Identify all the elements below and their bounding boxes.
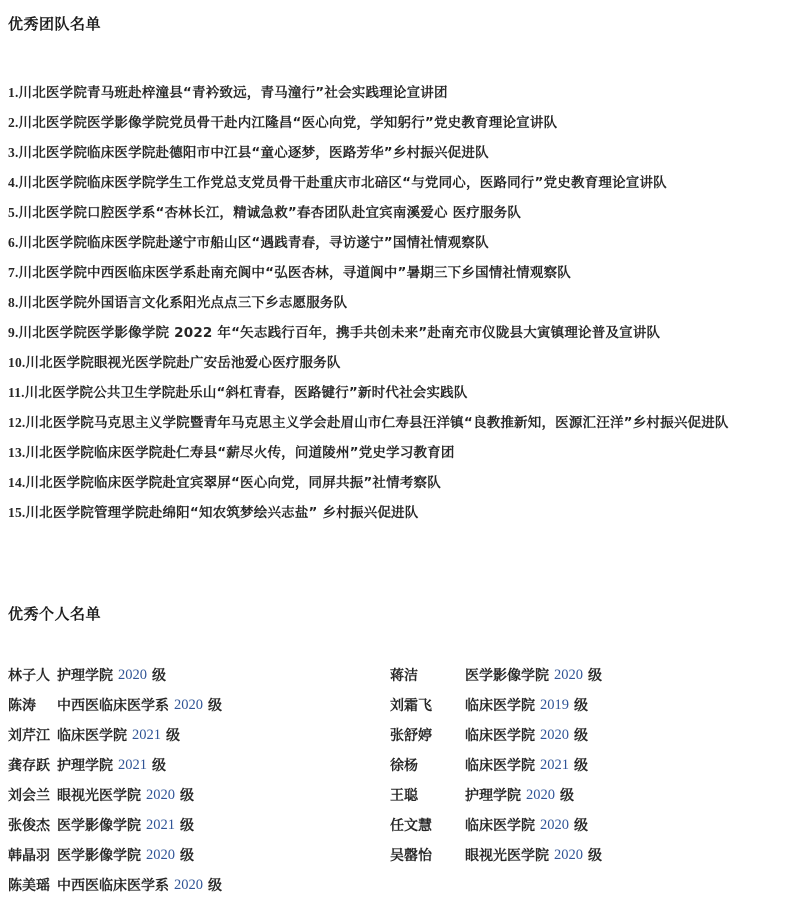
item-number: 7.: [8, 265, 19, 280]
item-number: 13.: [8, 445, 26, 460]
team-list-item: [8, 378, 794, 408]
person-name: 陈涛: [8, 698, 36, 714]
person-row: [8, 810, 390, 840]
person-grade-suffix: 级: [574, 758, 588, 774]
person-grade-suffix: 级: [588, 668, 602, 684]
item-text: 川北医学院马克思主义学院暨青年马克思主义学会赴眉山市仁寿县汪洋镇“良教推新知，医源汇汪洋”乡村振兴促进队: [25, 415, 729, 431]
person-row: [8, 750, 390, 780]
person-college: 临床医学院: [465, 818, 535, 834]
person-college: 眼视光医学院: [57, 788, 141, 804]
person-name: 徐杨: [390, 758, 418, 774]
person-grade-suffix: 级: [152, 758, 166, 774]
item-text: 川北医学院临床医学院赴仁寿县“薪尽火传，问道陵州”党史学习教育团: [25, 445, 455, 461]
item-text: 川北医学院医学影像学院党员骨干赴内江隆昌“医心向党，学知躬行”党史教育理论宣讲队: [18, 115, 558, 131]
person-year: 2020: [554, 666, 583, 683]
team-list-item: [8, 168, 794, 198]
person-year: 2020: [174, 876, 203, 893]
person-college: 临床医学院: [465, 758, 535, 774]
person-college: 医学影像学院: [57, 848, 141, 864]
item-text: 川北医学院青马班赴梓潼县“青衿致远，青马潼行”社会实践理论宣讲团: [18, 85, 448, 101]
person-row: [390, 660, 794, 690]
team-list-item: [8, 78, 794, 108]
item-text: 川北医学院中西医临床医学系赴南充阆中“弘医杏林，寻道阆中”暑期三下乡国情社情观察队: [18, 265, 571, 281]
person-name: 林子人: [8, 668, 50, 684]
person-college: 护理学院: [465, 788, 521, 804]
person-name: 吴罄怡: [390, 848, 432, 864]
person-college: 临床医学院: [465, 698, 535, 714]
person-row: [390, 840, 794, 870]
team-list-item: [8, 198, 794, 228]
person-name: 蒋洁: [390, 668, 418, 684]
person-grade-suffix: 级: [208, 878, 222, 894]
person-college: 中西医临床医学系: [57, 878, 169, 894]
team-list-item: [8, 258, 794, 288]
item-text: 川北医学院口腔医学系“杏林长江，精诚急救”春杏团队赴宜宾南溪爱心 医疗服务队: [18, 205, 522, 221]
person-name: 陈美瑶: [8, 878, 50, 894]
person-year: 2021: [132, 726, 161, 743]
person-year: 2020: [146, 786, 175, 803]
item-number: 14.: [8, 475, 26, 490]
person-row: [8, 870, 390, 900]
person-row: [8, 690, 390, 720]
team-list-item: [8, 318, 794, 348]
person-year: 2021: [118, 756, 147, 773]
item-number: 10.: [8, 355, 26, 370]
team-list-item: [8, 498, 794, 528]
person-name: 王聪: [390, 788, 418, 804]
item-number: 12.: [8, 415, 26, 430]
person-name: 张俊杰: [8, 818, 50, 834]
team-list-item: [8, 408, 794, 438]
person-college: 医学影像学院: [57, 818, 141, 834]
person-year: 2021: [146, 816, 175, 833]
person-row: [390, 750, 794, 780]
team-list-item: [8, 228, 794, 258]
team-list-item: [8, 348, 794, 378]
team-list-item: [8, 438, 794, 468]
item-number: 15.: [8, 505, 26, 520]
individual-columns: [8, 660, 794, 900]
person-row: [8, 660, 390, 690]
person-year: 2020: [118, 666, 147, 683]
item-text: 川北医学院眼视光医学院赴广安岳池爱心医疗服务队: [25, 355, 341, 371]
team-list-title: 优秀团队名单: [8, 15, 102, 33]
person-year: 2020: [540, 726, 569, 743]
item-number: 11.: [8, 385, 25, 400]
person-grade-suffix: 级: [574, 728, 588, 744]
person-year: 2021: [540, 756, 569, 773]
item-text: 川北医学院临床医学院学生工作党总支党员骨干赴重庆市北碚区“与党同心，医路同行”党史教育理论宣讲队: [18, 175, 667, 191]
person-row: [390, 780, 794, 810]
person-grade-suffix: 级: [574, 818, 588, 834]
person-name: 龚存跃: [8, 758, 50, 774]
person-grade-suffix: 级: [588, 848, 602, 864]
item-number: 3.: [8, 145, 19, 160]
team-list-item: [8, 108, 794, 138]
item-text: 川北医学院临床医学院赴遂宁市船山区“遇践青春，寻访遂宁”国情社情观察队: [18, 235, 489, 251]
individual-list-title: 优秀个人名单: [8, 605, 102, 623]
person-college: 中西医临床医学系: [57, 698, 169, 714]
person-row: [8, 780, 390, 810]
person-year: 2019: [540, 696, 569, 713]
person-row: [390, 810, 794, 840]
item-number: 4.: [8, 175, 19, 190]
person-grade-suffix: 级: [180, 818, 194, 834]
item-text: 川北医学院临床医学院赴宜宾翠屏“医心向党，同屏共振”社情考察队: [25, 475, 441, 491]
team-list-item: [8, 468, 794, 498]
item-number: 6.: [8, 235, 19, 250]
person-college: 临床医学院: [57, 728, 127, 744]
person-grade-suffix: 级: [574, 698, 588, 714]
person-name: 刘芹江: [8, 728, 50, 744]
person-year: 2020: [554, 846, 583, 863]
person-grade-suffix: 级: [560, 788, 574, 804]
item-text: 川北医学院临床医学院赴德阳市中江县“童心逐梦，医路芳华”乡村振兴促进队: [18, 145, 489, 161]
person-row: [390, 690, 794, 720]
team-list-item: [8, 138, 794, 168]
person-grade-suffix: 级: [208, 698, 222, 714]
person-name: 张舒婷: [390, 728, 432, 744]
person-college: 护理学院: [57, 668, 113, 684]
item-text: 川北医学院医学影像学院 2022 年“矢志践行百年，携手共创未来”赴南充市仪陇县大寅镇理论普及宣讲队: [18, 325, 661, 341]
person-name: 任文慧: [390, 818, 432, 834]
person-row: [8, 840, 390, 870]
person-grade-suffix: 级: [180, 788, 194, 804]
person-year: 2020: [540, 816, 569, 833]
item-number: 2.: [8, 115, 19, 130]
person-year: 2020: [526, 786, 555, 803]
item-number: 9.: [8, 325, 19, 340]
person-row: [8, 720, 390, 750]
item-text: 川北医学院外国语言文化系阳光点点三下乡志愿服务队: [18, 295, 348, 311]
person-row: [390, 720, 794, 750]
person-year: 2020: [174, 696, 203, 713]
item-text: 川北医学院管理学院赴绵阳“知农筑梦绘兴志盐” 乡村振兴促进队: [25, 505, 419, 521]
person-college: 眼视光医学院: [465, 848, 549, 864]
person-college: 医学影像学院: [465, 668, 549, 684]
person-grade-suffix: 级: [166, 728, 180, 744]
person-name: 刘会兰: [8, 788, 50, 804]
person-college: 临床医学院: [465, 728, 535, 744]
individual-column-right: [390, 660, 794, 900]
person-name: 刘霜飞: [390, 698, 432, 714]
individual-column-left: [8, 660, 390, 900]
person-year: 2020: [146, 846, 175, 863]
item-number: 5.: [8, 205, 19, 220]
item-text: 川北医学院公共卫生学院赴乐山“斜杠青春，医路键行”新时代社会实践队: [24, 385, 468, 401]
person-grade-suffix: 级: [180, 848, 194, 864]
item-number: 8.: [8, 295, 19, 310]
item-number: 1.: [8, 85, 19, 100]
person-college: 护理学院: [57, 758, 113, 774]
person-name: 韩晶羽: [8, 848, 50, 864]
person-grade-suffix: 级: [152, 668, 166, 684]
team-list: [8, 78, 794, 528]
team-list-item: [8, 288, 794, 318]
